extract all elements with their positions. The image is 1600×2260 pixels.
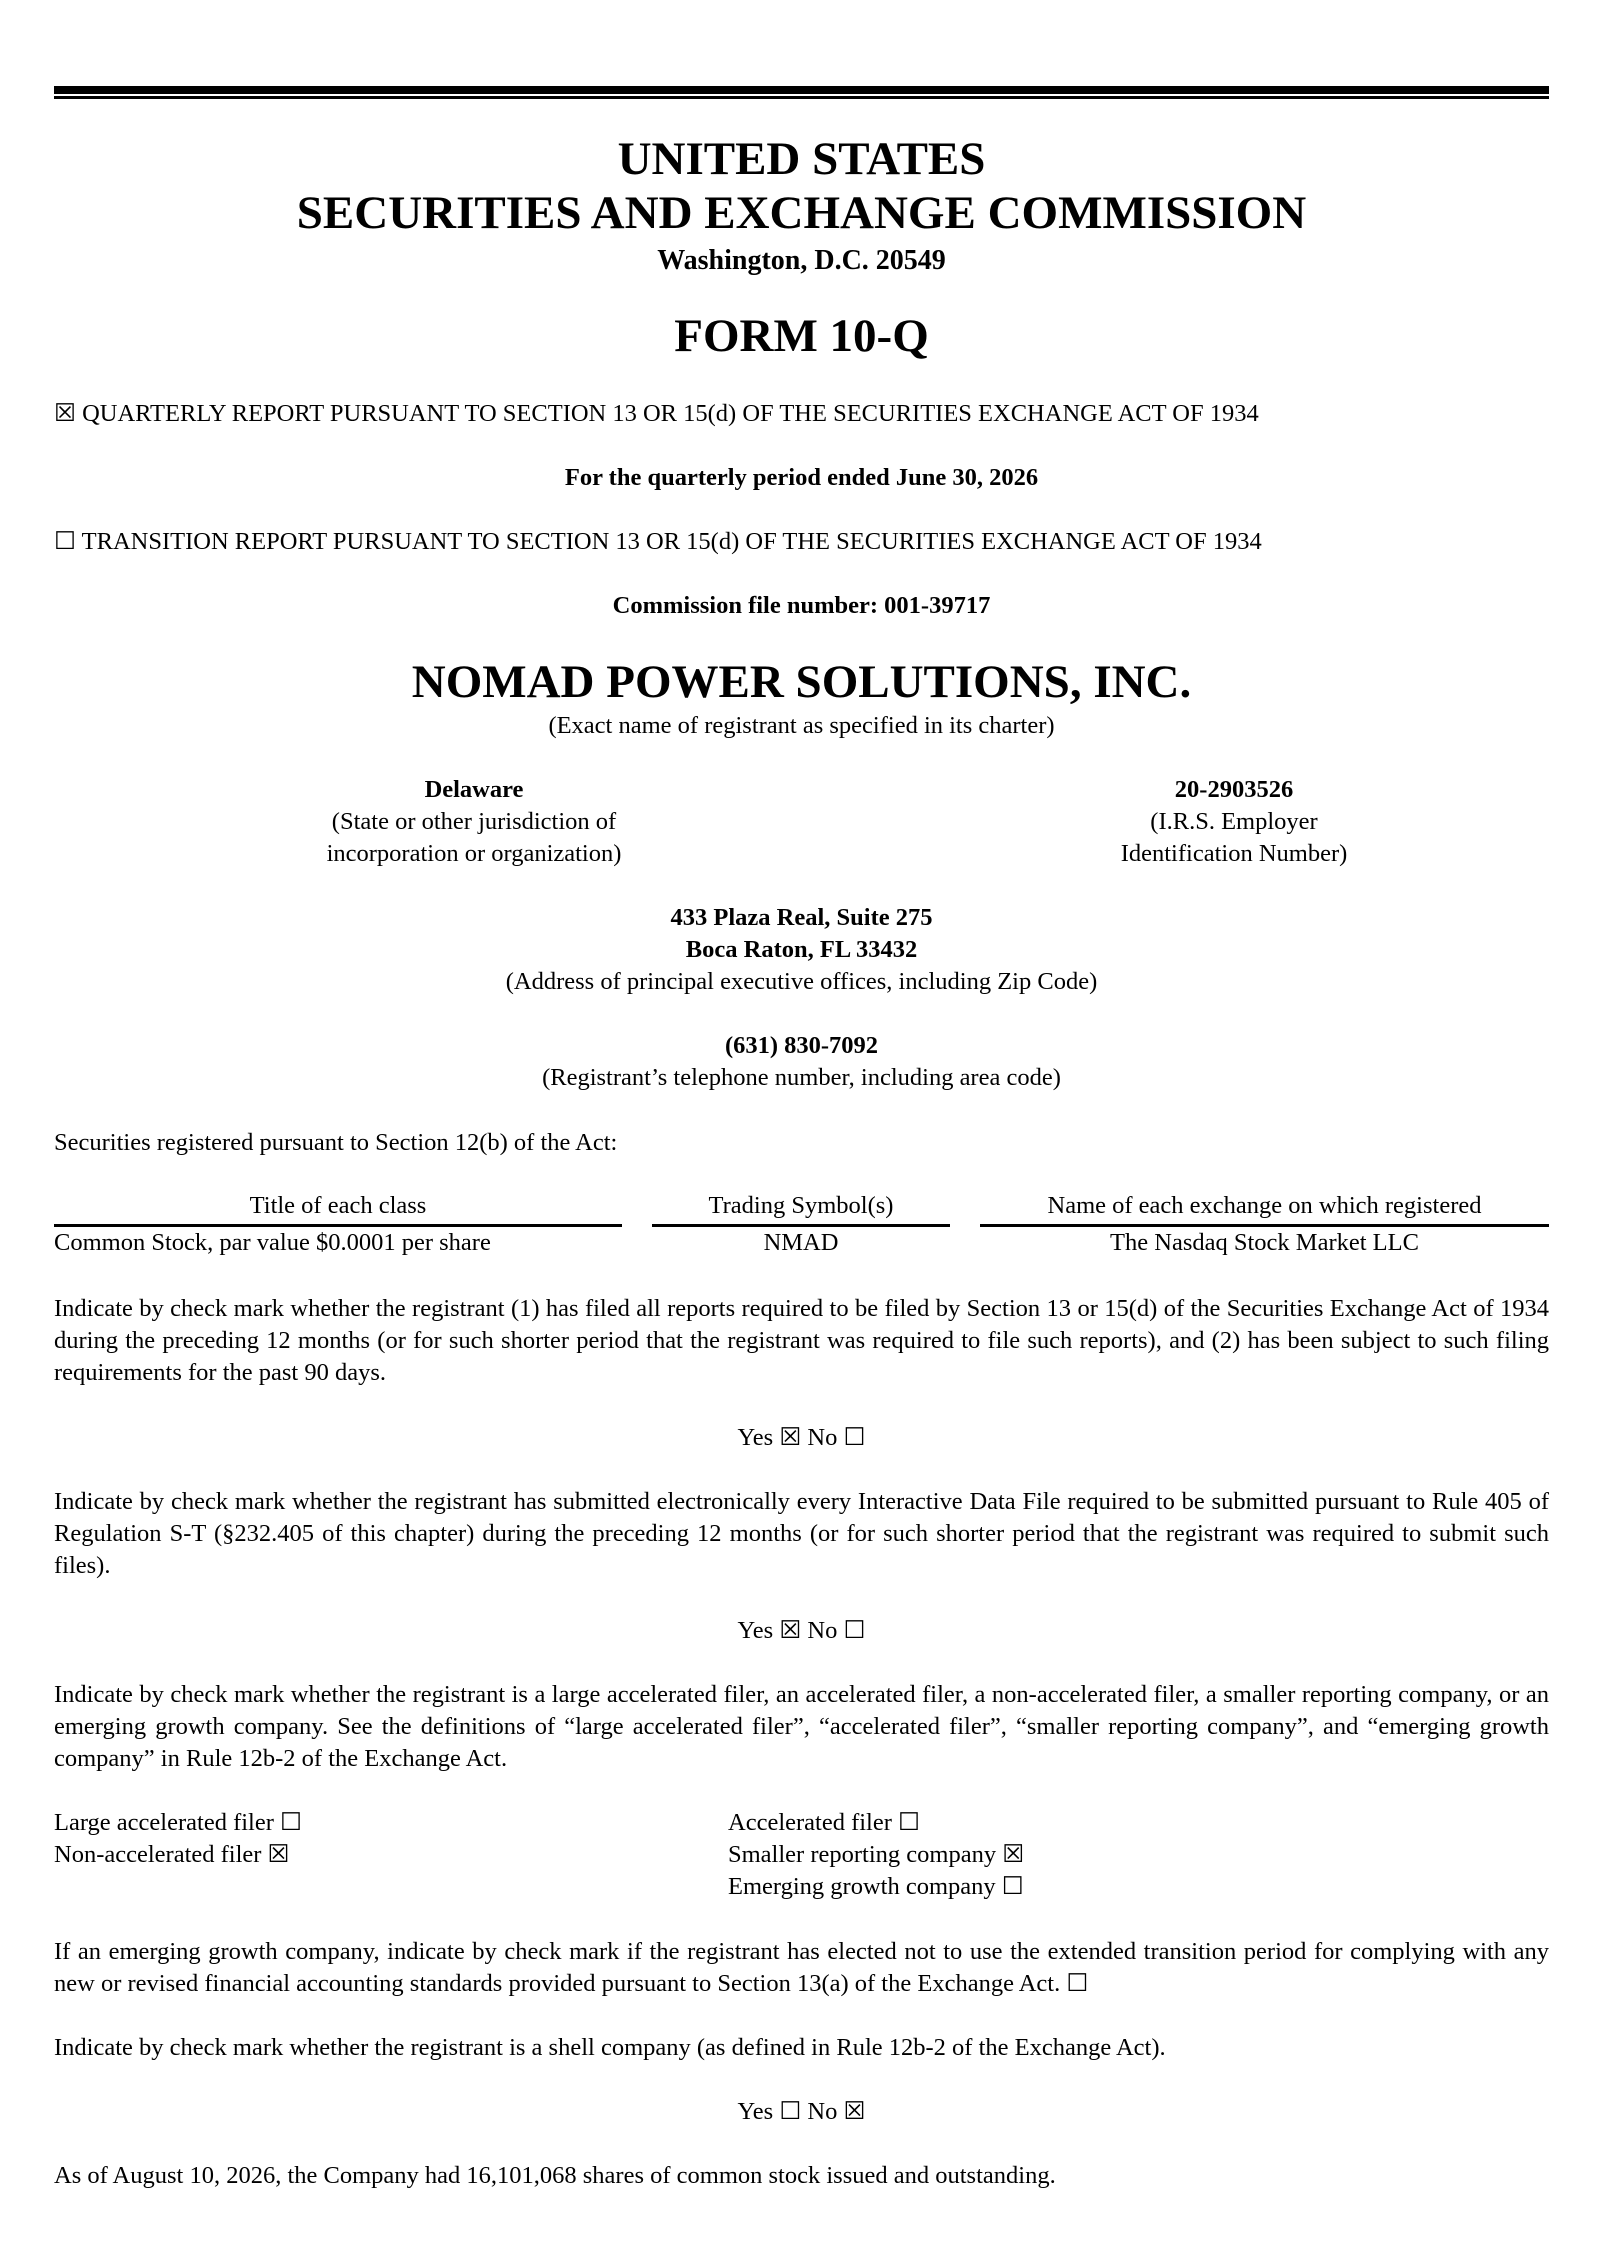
- state-block: [204, 774, 744, 870]
- filer-status-grid: [54, 1807, 1549, 1907]
- shares-outstanding: As of August 10, 2026, the Company had 16,101,068 shares of common stock issued and outstanding.: [54, 2162, 1056, 2189]
- state-caption-1: (State or other jurisdiction of: [331, 808, 617, 835]
- address-line-1: 433 Plaza Real, Suite 275: [670, 904, 933, 931]
- top-rule-thin: [54, 96, 1549, 99]
- state-caption-2: incorporation or organization): [326, 840, 622, 867]
- quarterly-report-line: [54, 398, 1549, 430]
- quarterly-report-text: QUARTERLY REPORT PURSUANT TO SECTION 13 OR 15(d) OF THE SECURITIES EXCHANGE ACT OF 1934: [82, 400, 1259, 427]
- securities-cell-symbol: NMAD: [763, 1229, 839, 1256]
- securities-cell-exchange: The Nasdaq Stock Market LLC: [1110, 1229, 1419, 1256]
- accelerated-filer: Accelerated filer ☐: [728, 1809, 920, 1836]
- large-accelerated-filer: Large accelerated filer ☐: [54, 1809, 302, 1836]
- registrant-name-caption: (Exact name of registrant as specified in its charter): [548, 712, 1055, 739]
- address-block: [54, 902, 1549, 998]
- question-reports-filed: Indicate by check mark whether the registrant (1) has filed all reports required to be filed by Section 13 or 15(d) of the Securities Exchange Act of 1934 during the preceding 12 months (or for such shorter period that the registrant was required to file such reports), and (2) has been subject to such filing requirements for the past 90 days.: [54, 1295, 1549, 1386]
- question-interactive-data: Indicate by check mark whether the registrant has submitted electronically every Interactive Data File required to be submitted pursuant to Rule 405 of Regulation S-T (§232.405 of this chapter) during the preceding 12 months (or for such shorter period that the registrant was required to submit such files).: [54, 1488, 1549, 1579]
- form-title: FORM 10-Q: [674, 310, 929, 362]
- securities-header-title: Title of each class: [54, 1190, 622, 1227]
- ein-value: 20-2903526: [1174, 776, 1294, 803]
- securities-header-exchange: Name of each exchange on which registered: [980, 1190, 1549, 1227]
- phone-value: (631) 830-7092: [724, 1032, 879, 1059]
- transition-checkbox-icon: ☐: [54, 528, 76, 555]
- header-line-3: Washington, D.C. 20549: [657, 245, 946, 276]
- header-line-1: UNITED STATES: [617, 133, 986, 185]
- securities-intro: Securities registered pursuant to Section 12(b) of the Act:: [54, 1129, 618, 1156]
- phone-caption: (Registrant’s telephone number, including area code): [542, 1064, 1061, 1091]
- ein-block: [984, 774, 1484, 870]
- commission-file-number: Commission file number: 001-39717: [612, 592, 991, 619]
- phone-block: [54, 1030, 1549, 1094]
- answer-reports-filed: Yes ☒ No ☐: [737, 1424, 866, 1451]
- top-rule: [54, 86, 1549, 94]
- registrant-name: NOMAD POWER SOLUTIONS, INC.: [411, 656, 1192, 708]
- securities-col-title: [54, 1190, 622, 1259]
- securities-col-exchange: [980, 1190, 1549, 1259]
- transition-report-line: [54, 526, 1549, 558]
- ein-caption-1: (I.R.S. Employer: [1150, 808, 1318, 835]
- securities-table: [54, 1190, 1549, 1260]
- quarterly-checkbox-icon: ☒: [54, 400, 76, 427]
- securities-header-symbol: Trading Symbol(s): [652, 1190, 950, 1227]
- emerging-growth-company: Emerging growth company ☐: [728, 1873, 1024, 1900]
- transition-report-text: TRANSITION REPORT PURSUANT TO SECTION 13 OR 15(d) OF THE SECURITIES EXCHANGE ACT OF 1934: [81, 528, 1262, 555]
- question-shell-company: Indicate by check mark whether the registrant is a shell company (as defined in Rule 12b-2 of the Exchange Act).: [54, 2034, 1166, 2061]
- header-line-2: SECURITIES AND EXCHANGE COMMISSION: [296, 187, 1307, 239]
- state-value: Delaware: [424, 776, 524, 803]
- smaller-reporting-company: Smaller reporting company ☒: [728, 1841, 1025, 1868]
- period-line: For the quarterly period ended June 30, 2026: [564, 464, 1039, 491]
- answer-shell-company: Yes ☐ No ☒: [737, 2098, 866, 2125]
- answer-interactive-data: Yes ☒ No ☐: [737, 1617, 866, 1644]
- ein-caption-2: Identification Number): [1120, 840, 1348, 867]
- securities-col-symbol: [652, 1190, 950, 1259]
- securities-cell-title: Common Stock, par value $0.0001 per share: [54, 1229, 491, 1256]
- address-caption: (Address of principal executive offices, including Zip Code): [505, 968, 1098, 995]
- question-emerging-growth-election: If an emerging growth company, indicate by check mark if the registrant has elected not to use the extended transition period for complying with any new or revised financial accounting standards provided pursuant to Section 13(a) of the Exchange Act. ☐: [54, 1938, 1549, 1997]
- non-accelerated-filer: Non-accelerated filer ☒: [54, 1841, 290, 1868]
- address-line-2: Boca Raton, FL 33432: [685, 936, 918, 963]
- question-filer-status: Indicate by check mark whether the registrant is a large accelerated filer, an accelerated filer, a non-accelerated filer, a smaller reporting company, or an emerging growth company. See the definitions of “large accelerated filer”, “accelerated filer”, “smaller reporting company”, and “emerging growth company” in Rule 12b-2 of the Exchange Act.: [54, 1681, 1549, 1772]
